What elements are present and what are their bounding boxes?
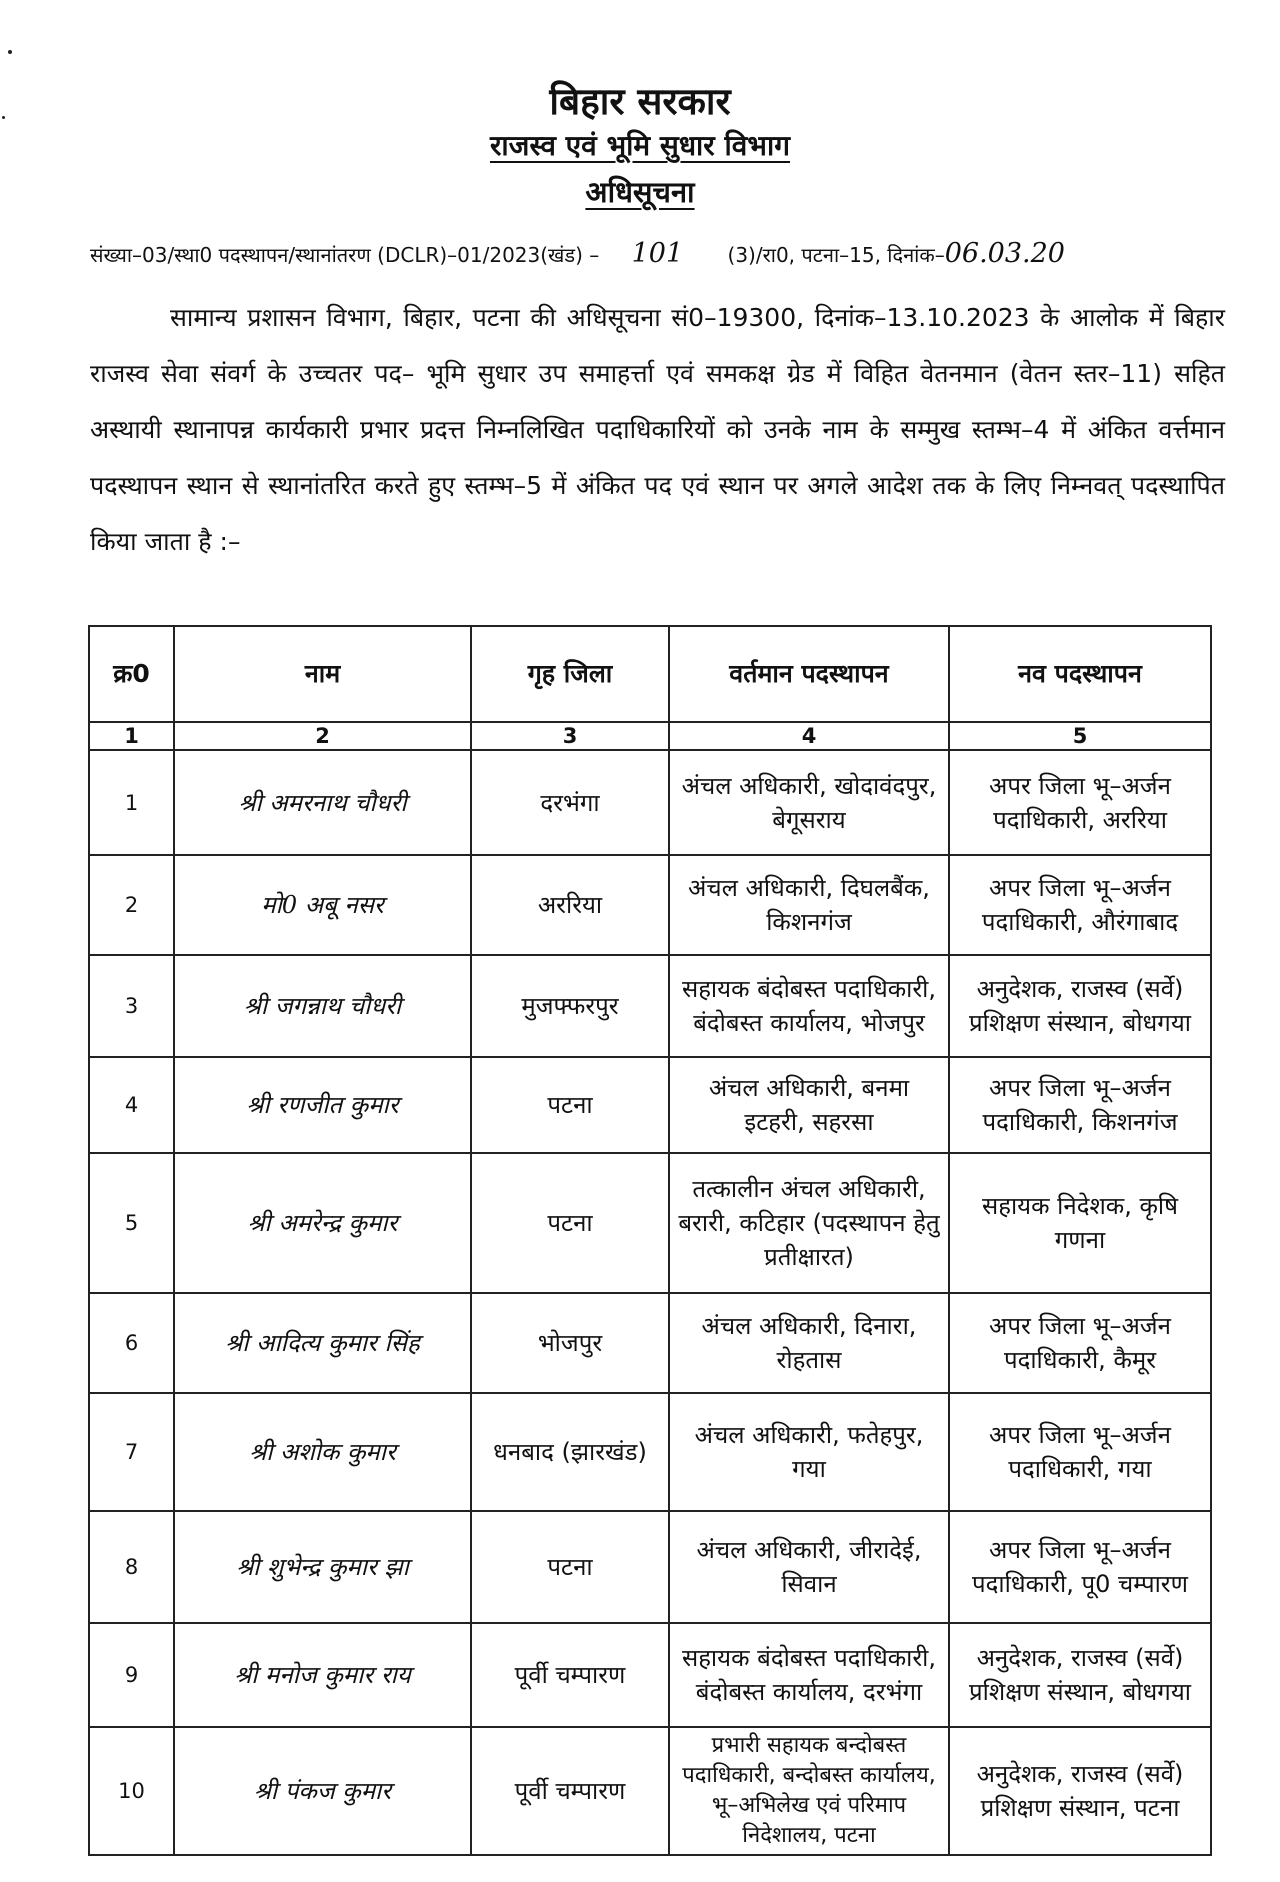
new-posting-cell: अपर जिला भू–अर्जन पदाधिकारी, किशनगंज (949, 1057, 1211, 1153)
government-title: बिहार सरकार (549, 80, 731, 123)
district-cell: पटना (471, 1153, 669, 1293)
serial-cell: 2 (89, 855, 174, 955)
new-posting-cell: अनुदेशक, राजस्व (सर्वे) प्रशिक्षण संस्थान, बोधगया (949, 1623, 1211, 1727)
current-posting-cell: अंचल अधिकारी, बनमा इटहरी, सहरसा (669, 1057, 949, 1153)
name-cell: श्री अमरनाथ चौधरी (174, 750, 471, 855)
reference-prefix: संख्या–03/स्था0 पदस्थापन/स्थानांतरण (DCLR)–01/2023(खंड) – (90, 243, 600, 267)
reference-number: 101 (631, 238, 684, 269)
serial-cell: 5 (89, 1153, 174, 1293)
table-row (89, 1057, 1211, 1153)
name-cell: श्री मनोज कुमार राय (174, 1623, 471, 1727)
name-cell: श्री आदित्य कुमार सिंह (174, 1293, 471, 1393)
current-posting-cell: सहायक बंदोबस्त पदाधिकारी, बंदोबस्त कार्यालय, दरभंगा (669, 1623, 949, 1727)
scan-speck (8, 50, 12, 54)
new-posting-cell: अपर जिला भू–अर्जन पदाधिकारी, औरंगाबाद (949, 855, 1211, 955)
serial-cell: 7 (89, 1393, 174, 1511)
district-cell: पटना (471, 1511, 669, 1623)
name-cell: श्री रणजीत कुमार (174, 1057, 471, 1153)
serial-cell: 4 (89, 1057, 174, 1153)
current-posting-cell: अंचल अधिकारी, फतेहपुर, गया (669, 1393, 949, 1511)
name-cell: श्री जगन्नाथ चौधरी (174, 955, 471, 1057)
name-cell: मो0 अबू नसर (174, 855, 471, 955)
current-posting-cell: अंचल अधिकारी, जीरादेई, सिवान (669, 1511, 949, 1623)
table-row (89, 1293, 1211, 1393)
name-cell: श्री पंकज कुमार (174, 1727, 471, 1855)
new-posting-cell: अनुदेशक, राजस्व (सर्वे) प्रशिक्षण संस्थान, पटना (949, 1727, 1211, 1855)
new-posting-cell: अपर जिला भू–अर्जन पदाधिकारी, पू0 चम्पारण (949, 1511, 1211, 1623)
district-cell: दरभंगा (471, 750, 669, 855)
table-row (89, 1727, 1211, 1855)
name-cell: श्री अशोक कुमार (174, 1393, 471, 1511)
column-number: 3 (471, 722, 669, 750)
table-row (89, 1511, 1211, 1623)
reference-line (90, 238, 1280, 269)
new-posting-cell: अनुदेशक, राजस्व (सर्वे) प्रशिक्षण संस्थान, बोधगया (949, 955, 1211, 1057)
district-cell: भोजपुर (471, 1293, 669, 1393)
posting-table (88, 625, 1212, 1856)
department-title: राजस्व एवं भूमि सुधार विभाग (489, 129, 791, 162)
table-row (89, 1153, 1211, 1293)
notification-body: सामान्य प्रशासन विभाग, बिहार, पटना की अधिसूचना सं0–19300, दिनांक–13.10.2023 के आलोक में बिहार राजस्व सेवा संवर्ग के उच्चतर पद– भूमि सुधार उप समाहर्त्ता एवं समकक्ष ग्रेड में विहित वेतनमान (वेतन स्तर–11) सहित अस्थायी स्थानापन्न कार्यकारी प्रभार प्रदत्त निम्नलिखित पदाधिकारियों को उनके नाम के सम्मुख स्तम्भ–4 में अंकित वर्त्तमान पदस्थापन स्थान से स्थानांतरित करते हुए स्तम्भ–5 में अंकित पद एवं स्थान पर अगले आदेश तक के लिए निम्नवत् पदस्थापित किया जाता है :– (90, 303, 1225, 556)
serial-cell: 6 (89, 1293, 174, 1393)
district-cell: अररिया (471, 855, 669, 955)
notification-title: अधिसूचना (585, 175, 695, 209)
table-row (89, 1393, 1211, 1511)
district-cell: धनबाद (झारखंड) (471, 1393, 669, 1511)
column-number: 2 (174, 722, 471, 750)
header-new-posting: नव पदस्थापन (949, 626, 1211, 722)
column-number-row (89, 722, 1211, 750)
header-home-district: गृह जिला (471, 626, 669, 722)
column-number: 4 (669, 722, 949, 750)
current-posting-cell: अंचल अधिकारी, दिनारा, रोहतास (669, 1293, 949, 1393)
district-cell: पूर्वी चम्पारण (471, 1727, 669, 1855)
current-posting-cell: अंचल अधिकारी, दिघलबैंक, किशनगंज (669, 855, 949, 955)
serial-cell: 3 (89, 955, 174, 1057)
current-posting-cell: सहायक बंदोबस्त पदाधिकारी, बंदोबस्त कार्यालय, भोजपुर (669, 955, 949, 1057)
table-row (89, 1623, 1211, 1727)
new-posting-cell: सहायक निदेशक, कृषि गणना (949, 1153, 1211, 1293)
header-name: नाम (174, 626, 471, 722)
new-posting-cell: अपर जिला भू–अर्जन पदाधिकारी, गया (949, 1393, 1211, 1511)
column-number: 5 (949, 722, 1211, 750)
reference-suffix: (3)/रा0, पटना–15, दिनांक– (727, 243, 945, 267)
district-cell: मुजफ्फरपुर (471, 955, 669, 1057)
name-cell: श्री अमरेन्द्र कुमार (174, 1153, 471, 1293)
name-cell: श्री शुभेन्द्र कुमार झा (174, 1511, 471, 1623)
serial-cell: 1 (89, 750, 174, 855)
current-posting-cell: प्रभारी सहायक बन्दोबस्त पदाधिकारी, बन्दोबस्त कार्यालय, भू–अभिलेख एवं परिमाप निदेशालय, पटना (669, 1727, 949, 1855)
district-cell: पटना (471, 1057, 669, 1153)
header-current-posting: वर्तमान पदस्थापन (669, 626, 949, 722)
column-number: 1 (89, 722, 174, 750)
reference-date: 06.03.20 (944, 238, 1065, 269)
current-posting-cell: अंचल अधिकारी, खोदावंदपुर, बेगूसराय (669, 750, 949, 855)
header-serial: क्र0 (89, 626, 174, 722)
table-row (89, 750, 1211, 855)
current-posting-cell: तत्कालीन अंचल अधिकारी, बरारी, कटिहार (पदस्थापन हेतु प्रतीक्षारत) (669, 1153, 949, 1293)
table-header-row (89, 626, 1211, 722)
district-cell: पूर्वी चम्पारण (471, 1623, 669, 1727)
table-row (89, 955, 1211, 1057)
serial-cell: 8 (89, 1511, 174, 1623)
new-posting-cell: अपर जिला भू–अर्जन पदाधिकारी, कैमूर (949, 1293, 1211, 1393)
table-row (89, 855, 1211, 955)
serial-cell: 10 (89, 1727, 174, 1855)
serial-cell: 9 (89, 1623, 174, 1727)
new-posting-cell: अपर जिला भू–अर्जन पदाधिकारी, अररिया (949, 750, 1211, 855)
